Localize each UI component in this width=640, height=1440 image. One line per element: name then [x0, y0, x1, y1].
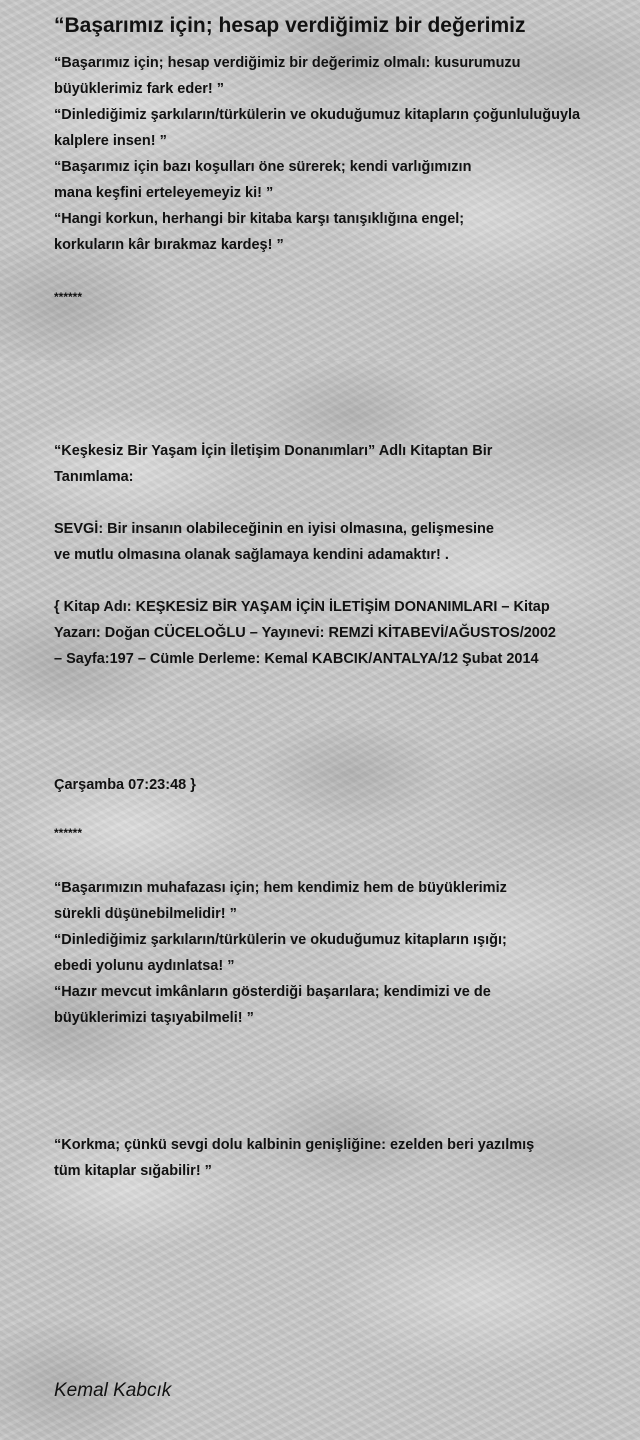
book-heading-line: Tanımlama:: [54, 469, 134, 485]
quote-line: “Korkma; çünkü sevgi dolu kalbinin genişliğine: ezelden beri yazılmış: [54, 1137, 535, 1153]
separator-stars: ******: [54, 290, 83, 304]
source-line: Yazarı: Doğan CÜCELOĞLU – Yayınevi: REMZİ KİTABEVİ/AĞUSTOS/2002: [54, 625, 556, 641]
quote-line: büyüklerimiz fark eder! ”: [54, 81, 225, 97]
definition-line: ve mutlu olmasına olanak sağlamaya kendini adamaktır! .: [54, 547, 449, 563]
quote-line: korkuların kâr bırakmaz kardeş! ”: [54, 237, 284, 253]
definition-line: SEVGİ: Bir insanın olabileceğinin en iyisi olmasına, gelişmesine: [54, 521, 494, 537]
book-heading-line: “Keşkesiz Bir Yaşam İçin İletişim Donanımları” Adlı Kitaptan Bir: [54, 443, 493, 459]
quote-line: “Hazır mevcut imkânların gösterdiği başarılara; kendimizi ve de: [54, 984, 491, 1000]
quote-panel-3: [0, 720, 640, 1080]
quote-block-1: [54, 50, 580, 258]
quote-line: “Hangi korkun, herhangi bir kitaba karşı tanışıklığına engel;: [54, 211, 465, 227]
quote-panel-1: [0, 0, 640, 360]
quote-line: sürekli düşünebilmelidir! ”: [54, 906, 237, 922]
quote-line: “Başarımızın muhafazası için; hem kendimiz hem de büyüklerimiz: [54, 880, 507, 896]
quote-panel-2: [0, 360, 640, 720]
quote-panel-4: [0, 1080, 640, 1440]
quote-line: “Başarımız için; hesap verdiğimiz bir değerimiz olmalı: kusurumuzu: [54, 55, 521, 71]
book-definition-block: [54, 438, 556, 672]
quote-line: ebedi yolunu aydınlatsa! ”: [54, 958, 235, 974]
quote-line: büyüklerimizi taşıyabilmeli! ”: [54, 1010, 254, 1026]
quote-block-3: [54, 875, 507, 1031]
author-signature: Kemal Kabcık: [54, 1380, 172, 1401]
quote-line: “Başarımız için bazı koşulları öne sürerek; kendi varlığımızın: [54, 159, 472, 175]
quote-line: “Dinlediğimiz şarkıların/türkülerin ve okuduğumuz kitapların ışığı;: [54, 932, 507, 948]
page-title: “Başarımız için; hesap verdiğimiz bir değerimiz: [54, 14, 526, 37]
quote-block-4: [54, 1132, 534, 1184]
separator-stars: ******: [54, 826, 83, 840]
timestamp-text: Çarşamba 07:23:48 }: [54, 777, 196, 793]
quote-line: mana keşfini erteleyemeyiz ki! ”: [54, 185, 274, 201]
source-line: { Kitap Adı: KEŞKESİZ BİR YAŞAM İÇİN İLETİŞİM DONANIMLARI – Kitap: [54, 599, 550, 615]
quote-line: kalplere insen! ”: [54, 133, 167, 149]
quote-line: “Dinlediğimiz şarkıların/türkülerin ve okuduğumuz kitapların çoğunluluğuyla: [54, 107, 581, 123]
date-line: [54, 772, 196, 798]
quote-line: tüm kitaplar sığabilir! ”: [54, 1163, 212, 1179]
source-line: – Sayfa:197 – Cümle Derleme: Kemal KABCIK/ANTALYA/12 Şubat 2014: [54, 651, 539, 667]
